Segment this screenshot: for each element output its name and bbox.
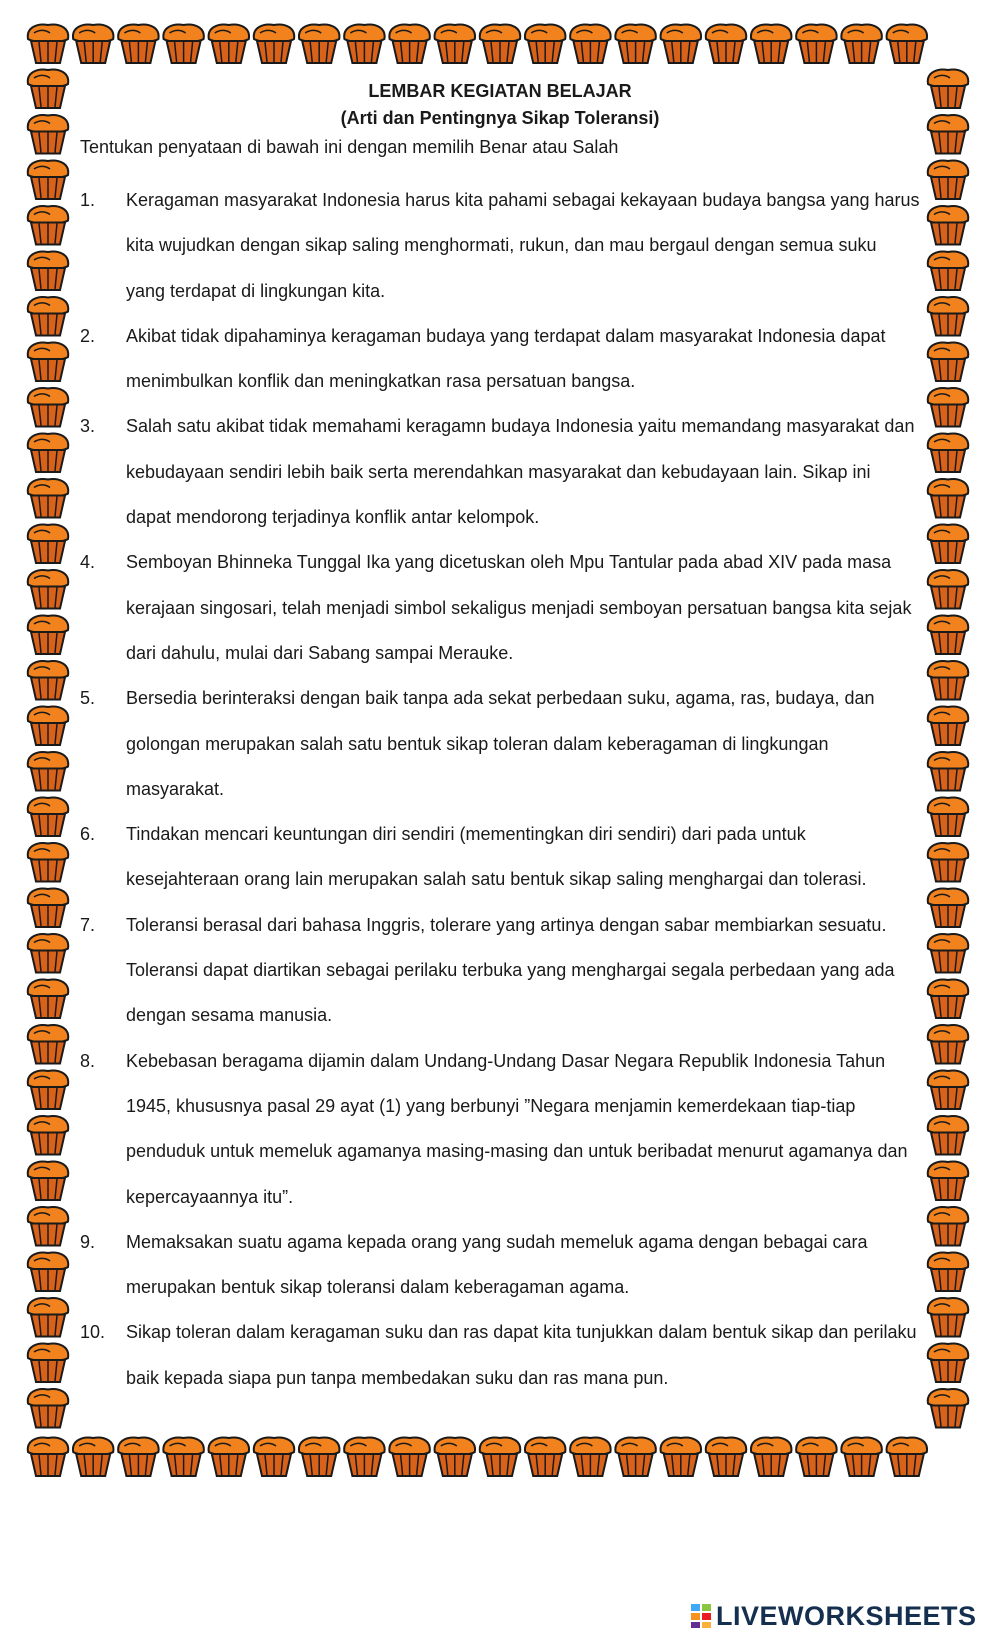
cupcake-icon bbox=[28, 479, 68, 517]
cupcake-icon bbox=[615, 1438, 655, 1476]
question-number: 5. bbox=[80, 688, 96, 709]
cupcake-icon bbox=[796, 25, 836, 63]
cupcake-icon bbox=[28, 1438, 68, 1476]
cupcake-icon bbox=[928, 434, 968, 472]
cupcake-icon bbox=[525, 25, 565, 63]
cupcake-icon bbox=[928, 297, 968, 335]
cupcake-icon bbox=[570, 1438, 610, 1476]
cupcake-icon bbox=[928, 616, 968, 654]
cupcake-icon bbox=[28, 1025, 68, 1063]
cupcake-icon bbox=[928, 570, 968, 608]
cupcake-icon bbox=[928, 343, 968, 381]
cupcake-icon bbox=[163, 25, 203, 63]
cupcake-icon bbox=[73, 25, 113, 63]
cupcake-icon bbox=[928, 661, 968, 699]
question-number: 1. bbox=[80, 190, 96, 210]
question-number: 9. bbox=[80, 1231, 96, 1252]
worksheet bbox=[80, 78, 920, 1388]
cupcake-icon bbox=[928, 1344, 968, 1382]
cupcake-icon bbox=[928, 1071, 968, 1109]
cupcake-icon bbox=[28, 934, 68, 972]
cupcake-icon bbox=[706, 1438, 746, 1476]
cupcake-icon bbox=[28, 1116, 68, 1154]
cupcake-icon bbox=[28, 115, 68, 153]
cupcake-icon bbox=[928, 388, 968, 426]
cupcake-icon bbox=[615, 25, 655, 63]
cupcake-icon bbox=[751, 1438, 791, 1476]
cupcake-icon bbox=[73, 1438, 113, 1476]
cupcake-icon bbox=[796, 1438, 836, 1476]
question-item bbox=[80, 812, 920, 903]
question-text: Salah satu akibat tidak memahami keragamn budaya Indonesia yaitu memandang masyarakat dan kebudayaan sendiri lebih baik serta merendahkan masyarakat dan kebudayaan lain. Sikap ini dapat mendorong terjadinya konflik antar kelompok. bbox=[126, 416, 915, 528]
cupcake-icon bbox=[28, 252, 68, 290]
cupcake-icon bbox=[928, 798, 968, 836]
cupcake-icon bbox=[299, 1438, 339, 1476]
cupcake-icon bbox=[28, 707, 68, 745]
cupcake-icon bbox=[480, 25, 520, 63]
cupcake-icon bbox=[928, 1162, 968, 1200]
cupcake-icon bbox=[28, 798, 68, 836]
cupcake-icon bbox=[209, 1438, 249, 1476]
cupcake-icon bbox=[887, 1438, 927, 1476]
cupcake-icon bbox=[928, 161, 968, 199]
cupcake-icon bbox=[28, 570, 68, 608]
cupcake-icon bbox=[28, 25, 68, 63]
cupcake-icon bbox=[344, 25, 384, 63]
cupcake-icon bbox=[928, 1298, 968, 1336]
question-text: Toleransi berasal dari bahasa Inggris, tolerare yang artinya dengan sabar membiarkan sesuatu. Toleransi dapat diartikan sebagai perilaku terbuka yang menghargai segala perbedaan yang ada dengan sesama manusia. bbox=[126, 914, 895, 1026]
cupcake-icon bbox=[928, 1116, 968, 1154]
cupcake-icon bbox=[28, 343, 68, 381]
question-text: Akibat tidak dipahaminya keragaman budaya yang terdapat dalam masyarakat Indonesia dapat menimbulkan konflik dan meningkatkan rasa persatuan bangsa. bbox=[126, 325, 886, 392]
cupcake-icon bbox=[118, 25, 158, 63]
question-item bbox=[80, 540, 920, 676]
cupcake-icon bbox=[28, 434, 68, 472]
cupcake-icon bbox=[928, 115, 968, 153]
cupcake-icon bbox=[928, 980, 968, 1018]
question-text: Tindakan mencari keuntungan diri sendiri (mementingkan diri sendiri) dari pada untuk kesejahteraan orang lain merupakan salah satu bentuk sikap saling menghargai dan tolerasi. bbox=[126, 824, 867, 890]
question-item bbox=[80, 1039, 920, 1220]
cupcake-icon bbox=[928, 479, 968, 517]
cupcake-icon bbox=[928, 934, 968, 972]
question-item bbox=[80, 903, 920, 1039]
page-title: LEMBAR KEGIATAN BELAJAR bbox=[368, 81, 632, 101]
question-item bbox=[80, 314, 920, 405]
cupcake-icon bbox=[254, 1438, 294, 1476]
question-item bbox=[80, 1220, 920, 1311]
cupcake-icon bbox=[751, 25, 791, 63]
cupcake-icon bbox=[28, 1344, 68, 1382]
question-text: Keragaman masyarakat Indonesia harus kita pahami sebagai kekayaan budaya bangsa yang harus kita wujudkan dengan sikap saling menghormati, rukun, dan mau bergaul dengan semua suku yang terdapat di lingkungan kita. bbox=[126, 190, 920, 301]
cupcake-icon bbox=[928, 889, 968, 927]
cupcake-icon bbox=[28, 1253, 68, 1291]
cupcake-icon bbox=[28, 1071, 68, 1109]
question-number: 3. bbox=[80, 416, 96, 437]
page-subtitle: (Arti dan Pentingnya Sikap Toleransi) bbox=[340, 108, 660, 128]
cupcake-icon bbox=[841, 1438, 881, 1476]
cupcake-icon bbox=[480, 1438, 520, 1476]
cupcake-icon bbox=[28, 388, 68, 426]
cupcake-icon bbox=[28, 752, 68, 790]
cupcake-icon bbox=[209, 25, 249, 63]
question-number: 4. bbox=[80, 552, 96, 573]
cupcake-column-right bbox=[928, 70, 968, 1428]
question-number: 2. bbox=[80, 325, 96, 346]
question-text: Kebebasan beragama dijamin dalam Undang-Undang Dasar Negara Republik Indonesia Tahun 1945, khususnya pasal 29 ayat (1) yang berbunyi ”Negara menjamin kemerdekaan tiap-tiap penduduk untuk memeluk agamanya masing-masing dan untuk beribadat menurut agamanya dan kepercayaannya itu”. bbox=[126, 1050, 908, 1207]
cupcake-row-top bbox=[28, 25, 927, 63]
cupcake-icon bbox=[841, 25, 881, 63]
question-text: Semboyan Bhinneka Tunggal Ika yang dicetuskan oleh Mpu Tantular pada abad XIV pada masa kerajaan singosari, telah menjadi simbol sekaligus menjadi semboyan persatuan bangsa kita sejak dari dahulu, mulai dari Sabang sampai Merauke. bbox=[126, 552, 912, 663]
cupcake-icon bbox=[28, 616, 68, 654]
cupcake-icon bbox=[525, 1438, 565, 1476]
cupcake-icon bbox=[570, 25, 610, 63]
cupcake-icon bbox=[928, 707, 968, 745]
cupcake-icon bbox=[299, 25, 339, 63]
cupcake-icon bbox=[118, 1438, 158, 1476]
question-list bbox=[80, 178, 920, 1401]
cupcake-icon bbox=[928, 1025, 968, 1063]
question-number: 6. bbox=[80, 824, 96, 845]
cupcake-icon bbox=[28, 843, 68, 881]
cupcake-icon bbox=[28, 1207, 68, 1245]
cupcake-icon bbox=[661, 1438, 701, 1476]
cupcake-icon bbox=[28, 161, 68, 199]
cupcake-icon bbox=[928, 525, 968, 563]
cupcake-icon bbox=[28, 297, 68, 335]
cupcake-icon bbox=[28, 980, 68, 1018]
cupcake-icon bbox=[28, 1298, 68, 1336]
cupcake-icon bbox=[28, 525, 68, 563]
question-text: Bersedia berinteraksi dengan baik tanpa ada sekat perbedaan suku, agama, ras, budaya, dan golongan merupakan salah satu bentuk sikap toleran dalam keberagaman di lingkungan masyarakat. bbox=[126, 688, 875, 799]
cupcake-icon bbox=[254, 25, 294, 63]
cupcake-icon bbox=[163, 1438, 203, 1476]
question-number: 8. bbox=[80, 1050, 96, 1071]
liveworksheets-logo-icon bbox=[690, 1603, 712, 1629]
question-text: Sikap toleran dalam keragaman suku dan ras dapat kita tunjukkan dalam bentuk sikap dan perilaku baik kepada siapa pun tanpa membedakan suku dan ras mana pun. bbox=[126, 1322, 917, 1388]
cupcake-icon bbox=[887, 25, 927, 63]
cupcake-icon bbox=[28, 1389, 68, 1427]
cupcake-icon bbox=[435, 1438, 475, 1476]
question-number: 10. bbox=[80, 1322, 106, 1343]
question-text: Memaksakan suatu agama kepada orang yang sudah memeluk agama dengan bebagai cara merupakan bentuk sikap toleransi dalam keberagaman agama. bbox=[126, 1231, 868, 1298]
cupcake-icon bbox=[28, 70, 68, 108]
cupcake-icon bbox=[28, 661, 68, 699]
cupcake-icon bbox=[928, 1389, 968, 1427]
question-item bbox=[80, 404, 920, 540]
cupcake-icon bbox=[706, 25, 746, 63]
cupcake-icon bbox=[28, 889, 68, 927]
brand-name: LIVEWORKSHEETS bbox=[716, 1600, 977, 1631]
instruction-text: Tentukan penyataan di bawah ini dengan memilih Benar atau Salah bbox=[80, 137, 619, 157]
cupcake-icon bbox=[928, 843, 968, 881]
cupcake-icon bbox=[389, 25, 429, 63]
cupcake-icon bbox=[28, 1162, 68, 1200]
cupcake-icon bbox=[28, 206, 68, 244]
cupcake-icon bbox=[928, 70, 968, 108]
question-item bbox=[80, 676, 920, 812]
cupcake-icon bbox=[435, 25, 475, 63]
cupcake-row-bottom bbox=[28, 1438, 927, 1476]
cupcake-icon bbox=[928, 1253, 968, 1291]
cupcake-column-left bbox=[28, 70, 68, 1428]
question-number: 7. bbox=[80, 914, 96, 935]
cupcake-icon bbox=[344, 1438, 384, 1476]
cupcake-icon bbox=[928, 206, 968, 244]
question-item bbox=[80, 1310, 920, 1401]
question-item bbox=[80, 178, 920, 314]
cupcake-icon bbox=[928, 1207, 968, 1245]
cupcake-icon bbox=[928, 252, 968, 290]
liveworksheets-footer[interactable] bbox=[690, 1598, 990, 1634]
cupcake-icon bbox=[661, 25, 701, 63]
cupcake-icon bbox=[389, 1438, 429, 1476]
cupcake-icon bbox=[928, 752, 968, 790]
